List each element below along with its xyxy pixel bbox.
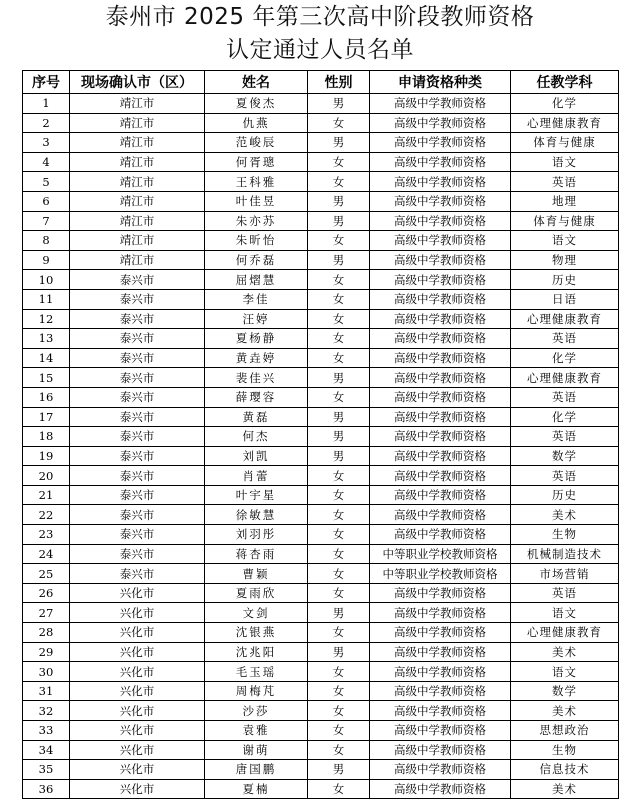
cell-subject: 体育与健康 <box>511 133 619 153</box>
cell-qualification: 高级中学教师资格 <box>370 250 511 270</box>
cell-qualification: 高级中学教师资格 <box>370 760 511 780</box>
table-row <box>23 250 619 270</box>
document-title-line-2: 认定通过人员名单 <box>226 37 414 63</box>
cell-gender: 女 <box>308 113 370 133</box>
cell-city: 泰兴市 <box>70 564 205 584</box>
cell-number: 15 <box>23 368 70 388</box>
cell-gender: 女 <box>308 466 370 486</box>
cell-gender: 男 <box>308 250 370 270</box>
cell-subject: 英语 <box>511 583 619 603</box>
cell-city: 泰兴市 <box>70 289 205 309</box>
cell-name: 毛玉瑶 <box>205 662 308 682</box>
cell-number: 29 <box>23 642 70 662</box>
table-row <box>23 387 619 407</box>
table-row <box>23 525 619 545</box>
cell-gender: 男 <box>308 603 370 623</box>
cell-number: 14 <box>23 348 70 368</box>
cell-qualification: 高级中学教师资格 <box>370 681 511 701</box>
table-row <box>23 779 619 799</box>
table-row <box>23 368 619 388</box>
cell-qualification: 高级中学教师资格 <box>370 133 511 153</box>
cell-name: 朱昕怡 <box>205 231 308 251</box>
table-row <box>23 740 619 760</box>
cell-qualification: 高级中学教师资格 <box>370 466 511 486</box>
cell-subject: 美术 <box>511 505 619 525</box>
cell-gender: 女 <box>308 721 370 741</box>
cell-subject: 历史 <box>511 485 619 505</box>
cell-city: 兴化市 <box>70 701 205 721</box>
cell-number: 5 <box>23 172 70 192</box>
cell-gender: 女 <box>308 681 370 701</box>
table-row <box>23 623 619 643</box>
cell-city: 泰兴市 <box>70 485 205 505</box>
cell-city: 靖江市 <box>70 191 205 211</box>
cell-gender: 女 <box>308 270 370 290</box>
cell-subject: 美术 <box>511 701 619 721</box>
cell-gender: 男 <box>308 642 370 662</box>
cell-gender: 男 <box>308 760 370 780</box>
cell-name: 何杰 <box>205 427 308 447</box>
cell-number: 36 <box>23 779 70 799</box>
cell-subject: 历史 <box>511 270 619 290</box>
cell-gender: 女 <box>308 662 370 682</box>
table-row <box>23 485 619 505</box>
cell-city: 靖江市 <box>70 152 205 172</box>
cell-number: 8 <box>23 231 70 251</box>
cell-qualification: 高级中学教师资格 <box>370 427 511 447</box>
cell-subject: 体育与健康 <box>511 211 619 231</box>
cell-subject: 机械制造技术 <box>511 544 619 564</box>
cell-subject: 语文 <box>511 662 619 682</box>
table-row <box>23 152 619 172</box>
cell-subject: 英语 <box>511 329 619 349</box>
cell-subject: 英语 <box>511 172 619 192</box>
cell-number: 21 <box>23 485 70 505</box>
cell-subject: 化学 <box>511 407 619 427</box>
cell-qualification: 高级中学教师资格 <box>370 113 511 133</box>
cell-subject: 市场营销 <box>511 564 619 584</box>
cell-subject: 信息技术 <box>511 760 619 780</box>
cell-name: 夏杨静 <box>205 329 308 349</box>
cell-city: 靖江市 <box>70 250 205 270</box>
cell-gender: 女 <box>308 583 370 603</box>
cell-number: 1 <box>23 94 70 114</box>
table-row <box>23 603 619 623</box>
cell-city: 兴化市 <box>70 583 205 603</box>
cell-qualification: 高级中学教师资格 <box>370 387 511 407</box>
cell-gender: 女 <box>308 348 370 368</box>
cell-gender: 女 <box>308 152 370 172</box>
cell-number: 27 <box>23 603 70 623</box>
col-header-subject: 任教学科 <box>511 71 619 94</box>
cell-number: 11 <box>23 289 70 309</box>
cell-qualification: 高级中学教师资格 <box>370 94 511 114</box>
cell-city: 靖江市 <box>70 231 205 251</box>
table-row <box>23 760 619 780</box>
cell-qualification: 高级中学教师资格 <box>370 231 511 251</box>
cell-city: 靖江市 <box>70 94 205 114</box>
cell-number: 22 <box>23 505 70 525</box>
cell-city: 泰兴市 <box>70 309 205 329</box>
cell-gender: 男 <box>308 368 370 388</box>
cell-subject: 语文 <box>511 231 619 251</box>
cell-subject: 美术 <box>511 779 619 799</box>
cell-name: 范峻辰 <box>205 133 308 153</box>
cell-number: 26 <box>23 583 70 603</box>
table-row <box>23 211 619 231</box>
table-row <box>23 270 619 290</box>
cell-gender: 男 <box>308 133 370 153</box>
cell-name: 朱亦苏 <box>205 211 308 231</box>
cell-gender: 男 <box>308 191 370 211</box>
cell-subject: 化学 <box>511 94 619 114</box>
cell-number: 13 <box>23 329 70 349</box>
cell-name: 屈熠慧 <box>205 270 308 290</box>
table-row <box>23 583 619 603</box>
cell-qualification: 高级中学教师资格 <box>370 505 511 525</box>
cell-city: 兴化市 <box>70 681 205 701</box>
cell-number: 31 <box>23 681 70 701</box>
table-row <box>23 544 619 564</box>
cell-subject: 语文 <box>511 152 619 172</box>
cell-name: 文剑 <box>205 603 308 623</box>
cell-gender: 女 <box>308 623 370 643</box>
cell-gender: 女 <box>308 289 370 309</box>
cell-city: 兴化市 <box>70 642 205 662</box>
cell-city: 靖江市 <box>70 113 205 133</box>
cell-name: 李佳 <box>205 289 308 309</box>
cell-name: 仇燕 <box>205 113 308 133</box>
cell-name: 叶佳昱 <box>205 191 308 211</box>
col-header-city: 现场确认市（区） <box>70 71 205 94</box>
cell-subject: 思想政治 <box>511 721 619 741</box>
cell-name: 袁雅 <box>205 721 308 741</box>
cell-name: 夏楠 <box>205 779 308 799</box>
cell-name: 周梅芃 <box>205 681 308 701</box>
cell-gender: 女 <box>308 544 370 564</box>
cell-qualification: 高级中学教师资格 <box>370 329 511 349</box>
cell-number: 34 <box>23 740 70 760</box>
cell-qualification: 高级中学教师资格 <box>370 270 511 290</box>
cell-name: 沈兆阳 <box>205 642 308 662</box>
cell-qualification: 高级中学教师资格 <box>370 172 511 192</box>
table-row <box>23 466 619 486</box>
cell-city: 泰兴市 <box>70 525 205 545</box>
cell-name: 黄垚婷 <box>205 348 308 368</box>
cell-subject: 心理健康教育 <box>511 309 619 329</box>
cell-gender: 男 <box>308 211 370 231</box>
table-row <box>23 348 619 368</box>
cell-qualification: 高级中学教师资格 <box>370 623 511 643</box>
cell-qualification: 中等职业学校教师资格 <box>370 564 511 584</box>
cell-qualification: 高级中学教师资格 <box>370 642 511 662</box>
cell-qualification: 高级中学教师资格 <box>370 740 511 760</box>
cell-subject: 心理健康教育 <box>511 113 619 133</box>
cell-qualification: 高级中学教师资格 <box>370 407 511 427</box>
cell-name: 唐国鹏 <box>205 760 308 780</box>
cell-gender: 女 <box>308 505 370 525</box>
cell-name: 何乔磊 <box>205 250 308 270</box>
cell-city: 兴化市 <box>70 603 205 623</box>
cell-name: 刘羽彤 <box>205 525 308 545</box>
cell-qualification: 高级中学教师资格 <box>370 701 511 721</box>
cell-gender: 女 <box>308 525 370 545</box>
cell-qualification: 高级中学教师资格 <box>370 583 511 603</box>
cell-number: 3 <box>23 133 70 153</box>
cell-number: 24 <box>23 544 70 564</box>
cell-qualification: 中等职业学校教师资格 <box>370 544 511 564</box>
cell-name: 何胥璁 <box>205 152 308 172</box>
table-row <box>23 427 619 447</box>
cell-name: 夏雨欣 <box>205 583 308 603</box>
cell-name: 曹颖 <box>205 564 308 584</box>
cell-gender: 女 <box>308 701 370 721</box>
cell-number: 18 <box>23 427 70 447</box>
cell-subject: 生物 <box>511 525 619 545</box>
cell-qualification: 高级中学教师资格 <box>370 348 511 368</box>
cell-name: 蒋杏雨 <box>205 544 308 564</box>
cell-gender: 男 <box>308 427 370 447</box>
cell-subject: 英语 <box>511 427 619 447</box>
cell-gender: 女 <box>308 231 370 251</box>
cell-qualification: 高级中学教师资格 <box>370 603 511 623</box>
cell-city: 泰兴市 <box>70 466 205 486</box>
cell-qualification: 高级中学教师资格 <box>370 211 511 231</box>
cell-name: 徐敏慧 <box>205 505 308 525</box>
table-row <box>23 505 619 525</box>
col-header-qualification: 申请资格种类 <box>370 71 511 94</box>
cell-number: 10 <box>23 270 70 290</box>
cell-number: 2 <box>23 113 70 133</box>
cell-gender: 男 <box>308 94 370 114</box>
cell-city: 兴化市 <box>70 623 205 643</box>
cell-number: 4 <box>23 152 70 172</box>
cell-subject: 语文 <box>511 603 619 623</box>
cell-qualification: 高级中学教师资格 <box>370 525 511 545</box>
cell-name: 叶宇星 <box>205 485 308 505</box>
table-row <box>23 172 619 192</box>
table-row <box>23 289 619 309</box>
cell-name: 谢萌 <box>205 740 308 760</box>
cell-name: 沈银燕 <box>205 623 308 643</box>
cell-number: 6 <box>23 191 70 211</box>
cell-gender: 女 <box>308 172 370 192</box>
cell-subject: 生物 <box>511 740 619 760</box>
table-row <box>23 191 619 211</box>
table-row <box>23 309 619 329</box>
table-row <box>23 721 619 741</box>
document-title-line-1: 泰州市 2025 年第三次高中阶段教师资格 <box>105 4 535 30</box>
cell-city: 兴化市 <box>70 662 205 682</box>
cell-gender: 男 <box>308 446 370 466</box>
col-header-gender: 性别 <box>308 71 370 94</box>
cell-name: 沙莎 <box>205 701 308 721</box>
cell-number: 23 <box>23 525 70 545</box>
cell-subject: 英语 <box>511 387 619 407</box>
table-row <box>23 662 619 682</box>
cell-gender: 女 <box>308 309 370 329</box>
cell-qualification: 高级中学教师资格 <box>370 191 511 211</box>
table-row <box>23 231 619 251</box>
cell-city: 泰兴市 <box>70 407 205 427</box>
cell-number: 19 <box>23 446 70 466</box>
cell-city: 兴化市 <box>70 740 205 760</box>
cell-subject: 化学 <box>511 348 619 368</box>
cell-qualification: 高级中学教师资格 <box>370 368 511 388</box>
cell-name: 肖蕾 <box>205 466 308 486</box>
cell-gender: 女 <box>308 485 370 505</box>
cell-city: 泰兴市 <box>70 427 205 447</box>
cell-number: 35 <box>23 760 70 780</box>
cell-qualification: 高级中学教师资格 <box>370 289 511 309</box>
table-row <box>23 113 619 133</box>
cell-gender: 女 <box>308 329 370 349</box>
col-header-number: 序号 <box>23 71 70 94</box>
roster-table <box>22 70 619 799</box>
cell-subject: 心理健康教育 <box>511 623 619 643</box>
cell-subject: 物理 <box>511 250 619 270</box>
cell-number: 7 <box>23 211 70 231</box>
cell-number: 28 <box>23 623 70 643</box>
cell-subject: 数学 <box>511 446 619 466</box>
cell-qualification: 高级中学教师资格 <box>370 152 511 172</box>
cell-number: 20 <box>23 466 70 486</box>
table-row <box>23 642 619 662</box>
cell-city: 靖江市 <box>70 211 205 231</box>
cell-gender: 女 <box>308 564 370 584</box>
cell-name: 刘凯 <box>205 446 308 466</box>
cell-city: 靖江市 <box>70 172 205 192</box>
table-row <box>23 564 619 584</box>
cell-city: 泰兴市 <box>70 505 205 525</box>
cell-gender: 女 <box>308 779 370 799</box>
cell-city: 泰兴市 <box>70 544 205 564</box>
cell-city: 靖江市 <box>70 133 205 153</box>
cell-city: 泰兴市 <box>70 329 205 349</box>
cell-number: 30 <box>23 662 70 682</box>
table-row <box>23 133 619 153</box>
cell-subject: 心理健康教育 <box>511 368 619 388</box>
cell-subject: 数学 <box>511 681 619 701</box>
cell-number: 17 <box>23 407 70 427</box>
header-row <box>23 71 619 94</box>
cell-city: 兴化市 <box>70 721 205 741</box>
cell-city: 泰兴市 <box>70 270 205 290</box>
table-row <box>23 446 619 466</box>
roster-body <box>23 94 619 799</box>
cell-name: 夏俊杰 <box>205 94 308 114</box>
cell-city: 泰兴市 <box>70 387 205 407</box>
cell-qualification: 高级中学教师资格 <box>370 485 511 505</box>
table-row <box>23 701 619 721</box>
cell-city: 泰兴市 <box>70 368 205 388</box>
cell-qualification: 高级中学教师资格 <box>370 721 511 741</box>
cell-city: 兴化市 <box>70 760 205 780</box>
cell-qualification: 高级中学教师资格 <box>370 662 511 682</box>
cell-qualification: 高级中学教师资格 <box>370 779 511 799</box>
cell-qualification: 高级中学教师资格 <box>370 309 511 329</box>
table-row <box>23 681 619 701</box>
col-header-name: 姓名 <box>205 71 308 94</box>
cell-subject: 英语 <box>511 466 619 486</box>
cell-number: 9 <box>23 250 70 270</box>
cell-city: 泰兴市 <box>70 348 205 368</box>
cell-gender: 男 <box>308 407 370 427</box>
cell-qualification: 高级中学教师资格 <box>370 446 511 466</box>
cell-name: 汪婷 <box>205 309 308 329</box>
cell-number: 32 <box>23 701 70 721</box>
cell-city: 兴化市 <box>70 779 205 799</box>
cell-number: 16 <box>23 387 70 407</box>
cell-gender: 女 <box>308 740 370 760</box>
cell-name: 裴佳兴 <box>205 368 308 388</box>
cell-subject: 地理 <box>511 191 619 211</box>
cell-subject: 美术 <box>511 642 619 662</box>
table-row <box>23 94 619 114</box>
cell-gender: 女 <box>308 387 370 407</box>
cell-number: 12 <box>23 309 70 329</box>
table-row <box>23 329 619 349</box>
cell-number: 33 <box>23 721 70 741</box>
cell-subject: 日语 <box>511 289 619 309</box>
table-row <box>23 407 619 427</box>
cell-name: 黄磊 <box>205 407 308 427</box>
cell-city: 泰兴市 <box>70 446 205 466</box>
cell-number: 25 <box>23 564 70 584</box>
cell-name: 王科雅 <box>205 172 308 192</box>
cell-name: 薛璎容 <box>205 387 308 407</box>
